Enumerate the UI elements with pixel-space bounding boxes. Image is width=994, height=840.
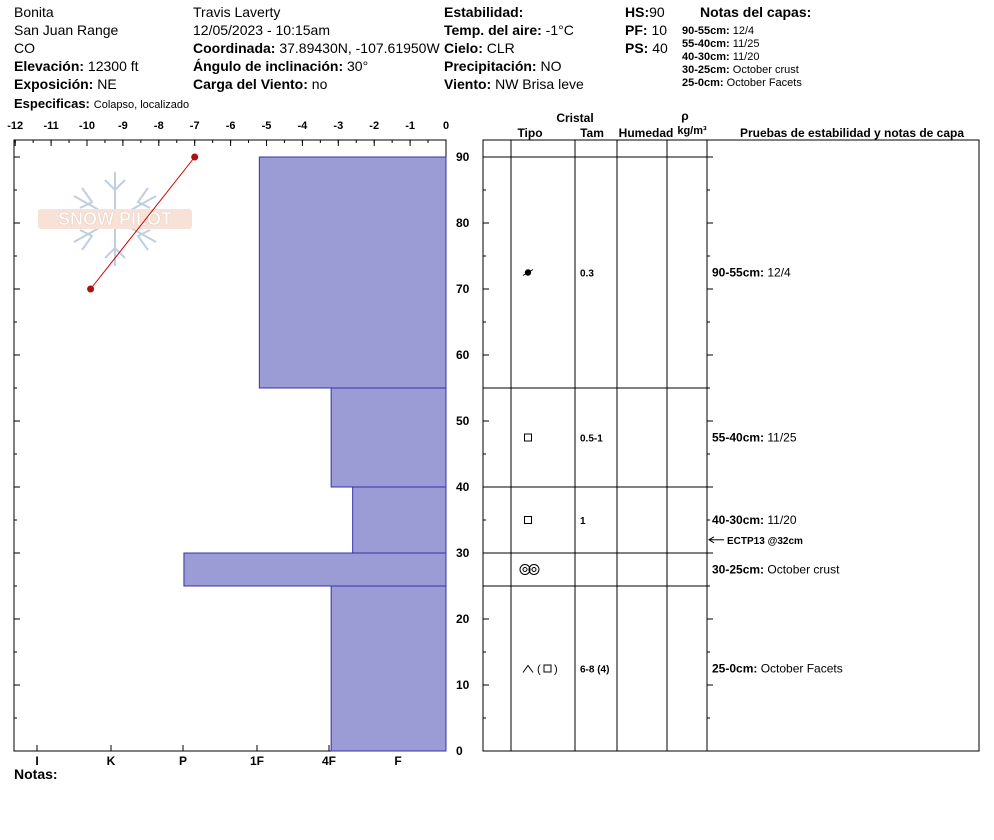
windload-value: no (311, 76, 328, 92)
precip-value: NO (540, 58, 562, 74)
notes-label: Notas: (14, 766, 58, 782)
elevation-value: 12300 ft (87, 58, 139, 74)
height-tick-label: 30 (456, 546, 470, 560)
hardness-bar (331, 586, 446, 751)
layer-note-text: 12/4 (732, 25, 755, 37)
faceted-crystal-icon (544, 665, 551, 672)
temp-tick-label: -3 (333, 120, 344, 132)
hardness-bar (184, 553, 446, 586)
temp-tick-label: -12 (7, 120, 24, 132)
slope-value: 30° (347, 58, 369, 74)
height-tick-label: 80 (456, 216, 470, 230)
hardness-label: 1F (249, 754, 265, 768)
rho-header: ρ (681, 109, 689, 123)
layer-note-text: 11/20 (732, 51, 760, 63)
hardness-bar (331, 388, 446, 487)
wind-value: NW Brisa leve (495, 76, 584, 92)
elevation-label: Elevación: (14, 58, 85, 74)
layer-note-range: 25-0cm: (682, 77, 724, 89)
height-tick-label: 40 (456, 480, 470, 494)
windload-label: Carga del Viento: (193, 76, 308, 92)
secondary-crystal-open: ( (537, 663, 541, 676)
temp-tick-label: -7 (189, 120, 200, 132)
layer-note-text: October crust (767, 562, 840, 577)
layer-note-range: 30-25cm: (682, 64, 730, 76)
layer-note-entry (712, 266, 791, 280)
coordinate-value: 37.89430N, -107.61950W (279, 40, 440, 56)
pf-label: PF: (625, 22, 648, 38)
temp-tick-label: -6 (225, 120, 236, 132)
crystal-size: 1 (580, 516, 586, 527)
melt-freeze-icon-inner (523, 568, 527, 572)
layer-note-text: 12/4 (767, 265, 791, 280)
type-header: Tipo (517, 126, 543, 140)
temp-tick-label: -10 (79, 120, 95, 132)
hardness-label: P (178, 754, 188, 768)
temp-tick-label: -4 (297, 120, 308, 132)
observer-name: Travis Laverty (193, 4, 281, 20)
layer-note-text: October crust (732, 64, 799, 76)
coordinate-label: Coordinada: (193, 40, 276, 56)
temperature-point (87, 286, 94, 293)
ps-value: 40 (652, 40, 668, 56)
layer-note-range: 30-25cm: (712, 562, 768, 577)
wind-label: Viento: (444, 76, 492, 92)
hardness-label: I (35, 754, 39, 768)
stability-label: Estabilidad: (444, 4, 524, 20)
layer-note-range: 90-55cm: (712, 265, 768, 280)
secondary-crystal-close: ) (554, 663, 558, 676)
layer-note-text: 11/25 (732, 38, 760, 50)
specifics-label: Especificas: (14, 96, 90, 111)
hs-label: HS: (625, 4, 650, 20)
aspect-value: NE (97, 76, 117, 92)
temp-tick-label: -11 (43, 120, 59, 132)
temp-tick-label: -5 (261, 120, 272, 132)
faceted-crystal-icon (525, 517, 532, 524)
crystal-size: 0.3 (580, 268, 594, 280)
crystal-size: 0.5-1 (580, 433, 603, 445)
density-header: kg/m³ (677, 125, 707, 137)
layer-note-text: 11/20 (767, 513, 797, 527)
layer-note-range: 40-30cm: (682, 51, 730, 63)
temp-tick-label: 0 (442, 120, 450, 132)
hardness-label: F (394, 754, 402, 768)
stability-test-result: ECTP13 @32cm (727, 535, 803, 547)
temp-tick-label: -2 (369, 120, 380, 132)
height-tick-label: 0 (456, 744, 463, 758)
layer-note-text: October Facets (726, 77, 802, 89)
crystal-size: 6-8 (4) (580, 664, 610, 676)
layer-note-entry (712, 662, 843, 676)
temperature-point (191, 154, 198, 161)
logo-text: SNOW PILOT (58, 209, 172, 229)
size-header: Tam (580, 126, 604, 140)
moisture-header: Humedad (618, 126, 674, 140)
ps-label: PS: (625, 40, 649, 56)
specifics-value: Colapso, localizado (93, 99, 190, 111)
table-frame (483, 140, 979, 751)
state-name: CO (14, 40, 35, 56)
pf-value: 10 (651, 22, 668, 38)
hardness-bar (259, 157, 446, 388)
aspect-label: Exposición: (14, 76, 94, 92)
snowpilot-logo (38, 172, 192, 266)
layer-note-range: 55-40cm: (712, 430, 768, 445)
height-tick-label: 70 (456, 282, 470, 296)
airtemp-value: -1°C (545, 22, 574, 38)
location-name: Bonita (14, 4, 54, 20)
layer-rows (483, 157, 979, 751)
height-tick-label: 60 (456, 348, 470, 362)
tests-header: Pruebas de estabilidad y notas de capa (739, 126, 965, 140)
height-tick-label: 20 (456, 612, 470, 626)
hardness-bar (353, 487, 446, 553)
layer-note-range: 55-40cm: (682, 38, 730, 50)
hardness-label: 4F (321, 754, 337, 768)
depth-hoar-icon (523, 666, 533, 673)
height-tick-label: 90 (456, 150, 470, 164)
temp-tick-label: -8 (153, 120, 164, 132)
sky-label: Cielo: (444, 40, 483, 56)
layer-note-range: 40-30cm: (712, 513, 768, 527)
hardness-bars (184, 157, 446, 751)
layer-notes-title: Notas del capas: (700, 4, 812, 20)
faceted-crystal-icon (525, 434, 532, 441)
layer-note-text: October Facets (760, 661, 843, 676)
hs-value: 90 (649, 4, 665, 20)
layer-note-entry (712, 431, 797, 445)
temp-tick-label: -9 (118, 120, 128, 132)
precip-label: Precipitación: (444, 58, 537, 74)
temp-tick-label: -1 (405, 120, 415, 132)
melt-freeze-icon-inner (532, 568, 536, 572)
layer-note-text: 11/25 (767, 430, 797, 445)
layer-note-entry (712, 513, 797, 527)
layer-note-range: 90-55cm: (682, 25, 730, 37)
layer-note-range: 25-0cm: (712, 661, 761, 676)
range-name: San Juan Range (14, 22, 119, 38)
height-tick-label: 10 (456, 678, 470, 692)
airtemp-label: Temp. del aire: (444, 22, 542, 38)
sky-value: CLR (486, 40, 515, 56)
slope-label: Ángulo de inclinación: (193, 58, 344, 74)
observation-datetime: 12/05/2023 - 10:15am (193, 22, 330, 38)
layer-note-entry (712, 563, 840, 577)
crystal-header: Cristal (556, 111, 594, 125)
hardness-label: K (106, 754, 116, 768)
height-tick-label: 50 (456, 414, 470, 428)
